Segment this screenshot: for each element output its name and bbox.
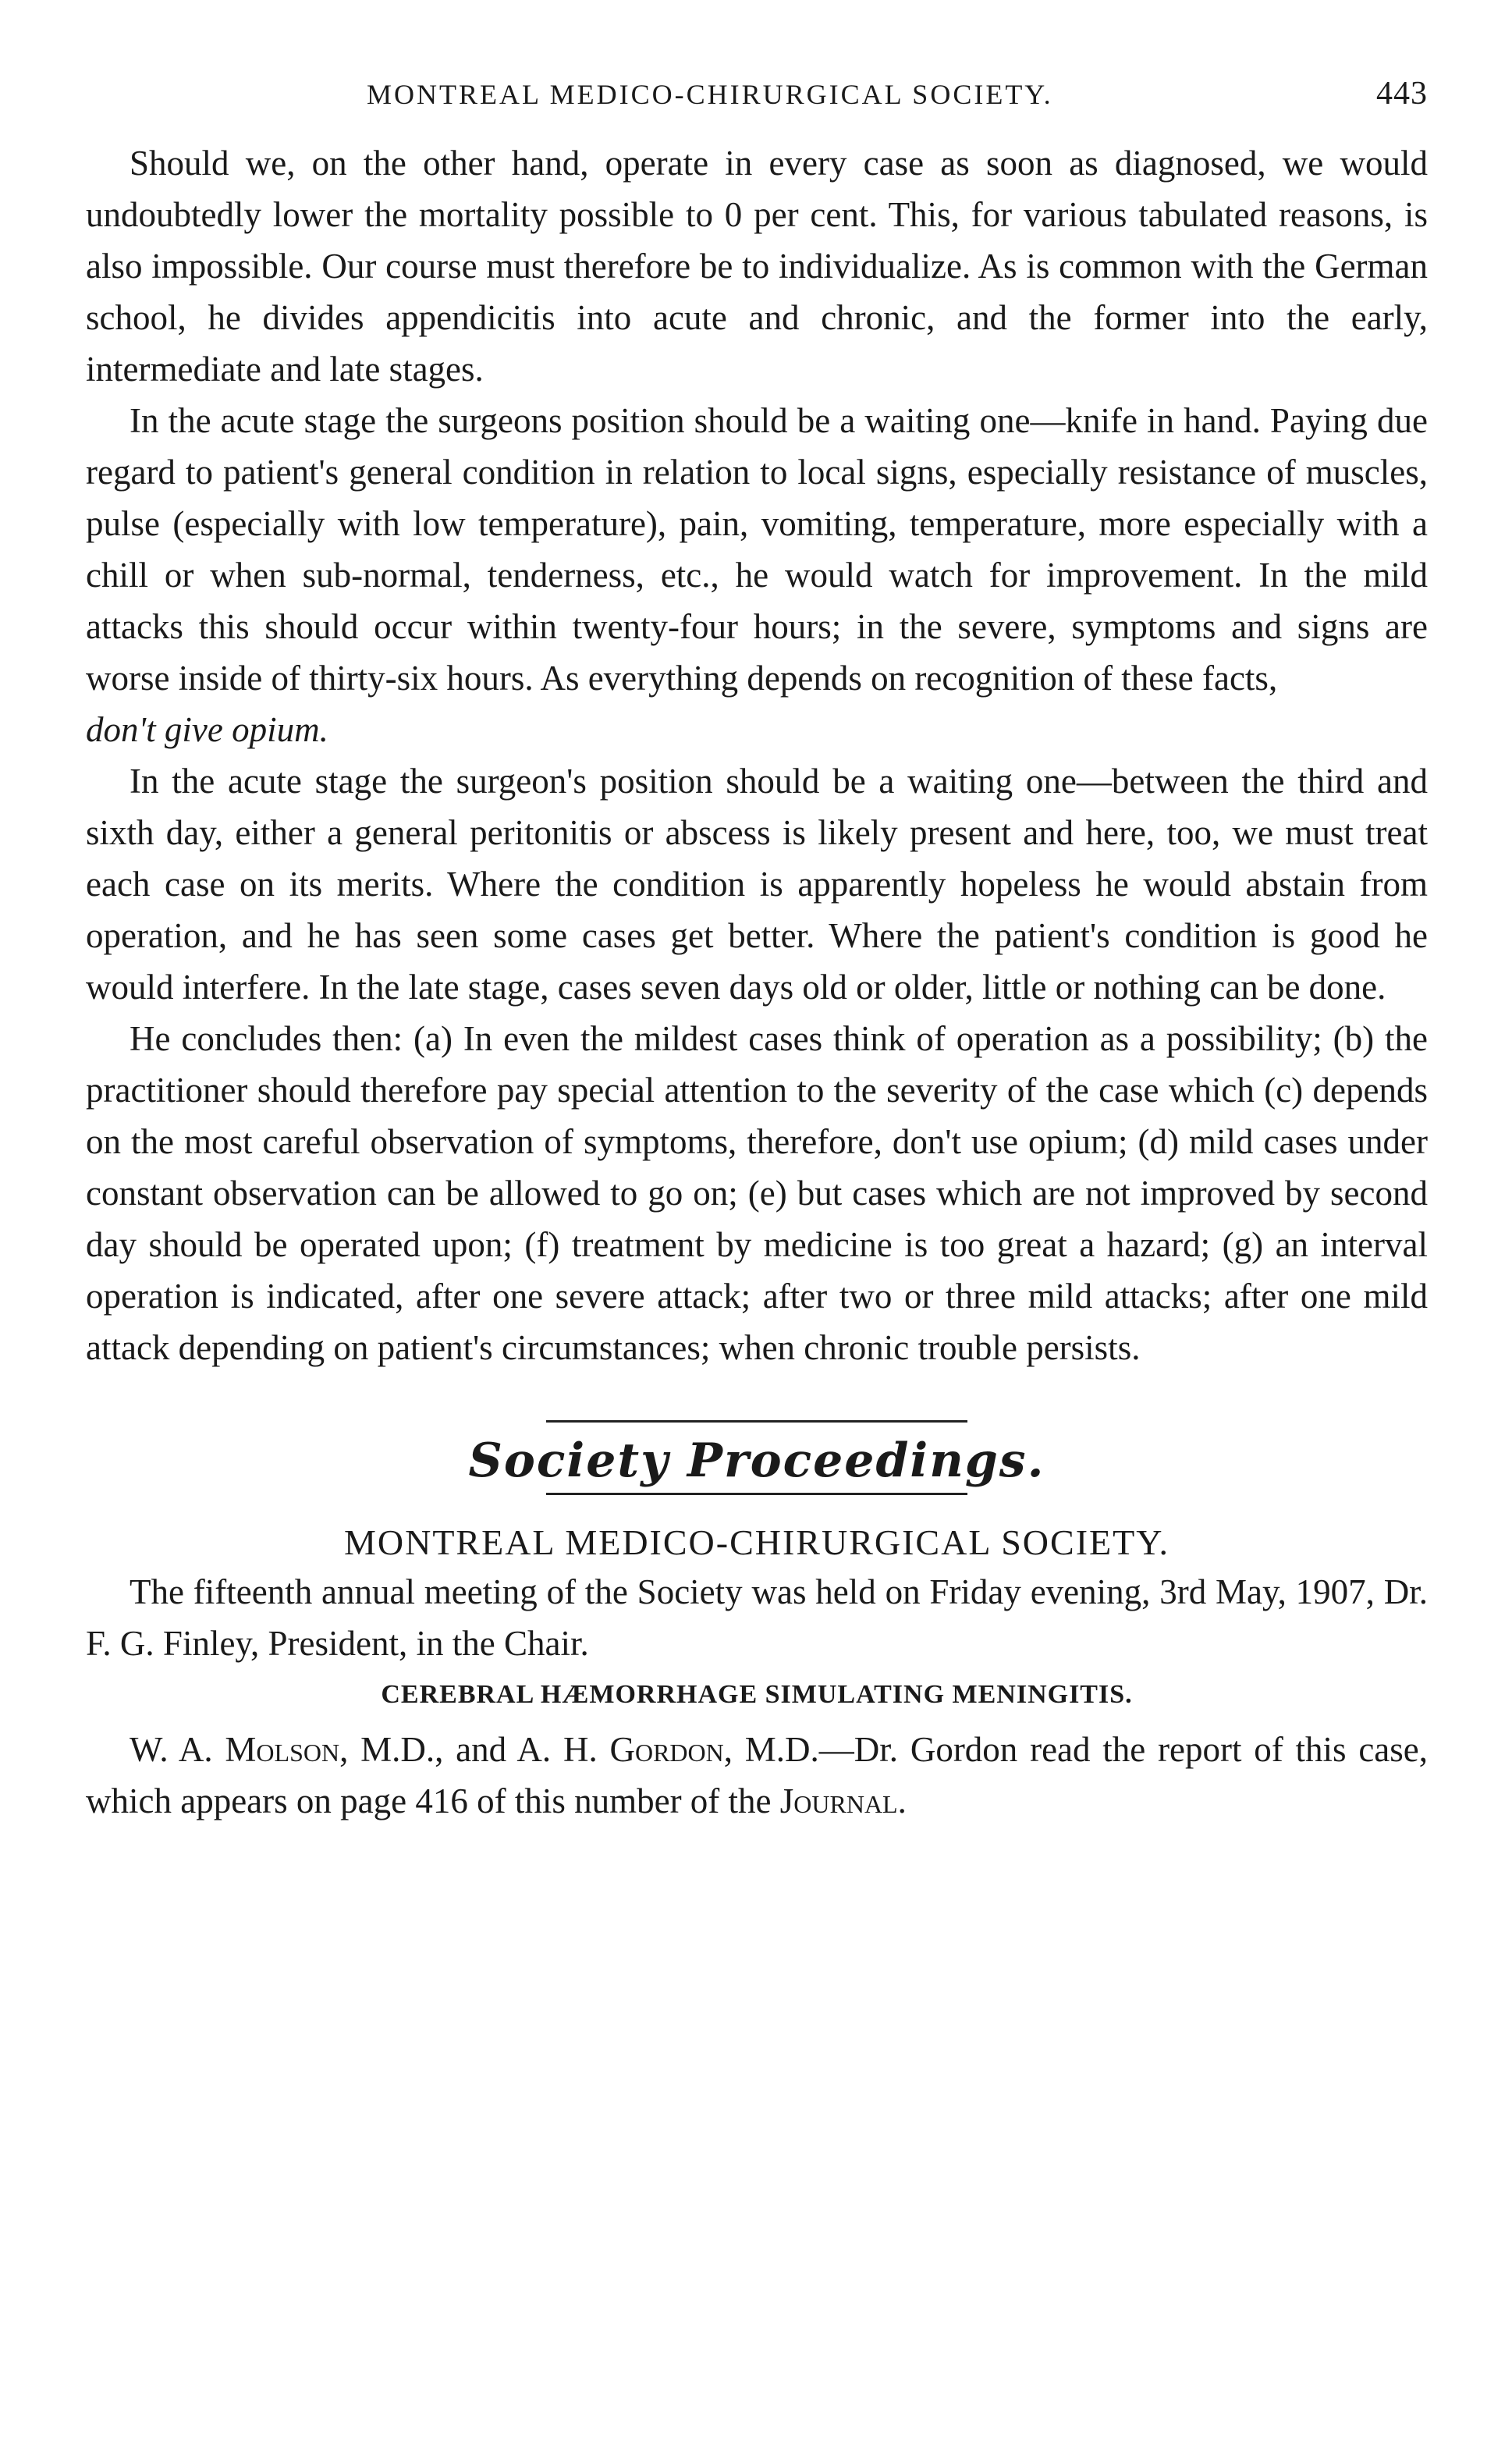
section-rule-top	[546, 1420, 967, 1423]
author-molson: W. A. Molson	[130, 1730, 340, 1769]
case-body	[86, 1724, 1428, 1827]
case-paragraph	[86, 1724, 1428, 1827]
journal-page	[86, 78, 1428, 1827]
author-gordon: Gordon	[609, 1730, 724, 1769]
paragraph-3: In the acute stage the surgeon's position should be a waiting one—between the third and sixth day, either a general peritonitis or abscess is likely present and here, too, we must treat each case on its merits. Where the condition is apparently hopeless he would abstain from operation, and he has seen some cases get better. Where the patient's condition is good he would interfere. In the late stage, cases seven days old or older, little or nothing can be done.	[86, 762, 1428, 1007]
case-text: , M.D.—Dr. Gordon read the report of this case, which appears on page 416 of this number of the	[86, 1730, 1429, 1820]
section-heading: Society Proceedings.	[468, 1433, 1045, 1488]
society-heading: MONTREAL MEDICO-CHIRURGICAL SOCIETY.	[343, 1522, 1169, 1562]
paragraph-2	[86, 395, 1428, 755]
proceedings-body	[86, 1566, 1428, 1669]
journal-name: Journal	[779, 1781, 898, 1820]
paragraph-1: Should we, on the other hand, operate in every case as soon as diagnosed, we would undoubtedly lower the mortality possible to 0 per cent. This, for various tabulated reasons, is also impossible. Our course must therefore be to individualize. As is common with the German school, he divides appendicitis into acute and chronic, and the former into the early, intermediate and late stages.	[86, 144, 1428, 389]
article-body	[86, 137, 1428, 1373]
running-head	[86, 78, 1428, 133]
case-title: CEREBRAL HÆMORRHAGE SIMULATING MENINGITIS.	[381, 1680, 1133, 1709]
meeting-intro: The fifteenth annual meeting of the Society was held on Friday evening, 3rd May, 1907, Dr. F. G. Finley, President, in the Chair.	[86, 1572, 1428, 1663]
running-head-title: MONTREAL MEDICO-CHIRURGICAL SOCIETY.	[367, 79, 1053, 110]
page-number: 443	[1376, 76, 1428, 112]
paragraph-2-italic: don't give opium.	[86, 710, 328, 749]
case-end: .	[897, 1781, 907, 1820]
author-separator-1: , M.D., and A. H.	[339, 1730, 610, 1769]
section-rule-bottom	[546, 1493, 967, 1495]
paragraph-4: He concludes then: (a) In even the mildest cases think of operation as a possibility; (b) the practitioner should therefore pay special attention to the severity of the case which (c) depends on the most careful observation of symptoms, therefore, don't use opium; (d) mild cases under constant observation can be allowed to go on; (e) but cases which are not improved by second day should be operated upon; (f) treatment by medicine is too great a hazard; (g) an interval operation is indicated, after one severe attack; after two or three mild attacks; after one mild attack depending on patient's circumstances; when chronic trouble persists.	[86, 1019, 1428, 1367]
paragraph-2-text: In the acute stage the surgeons position should be a waiting one—knife in hand. Paying due regard to patient's general condition in relation to local signs, especially resistance of muscles, pulse (especially with low temperature), pain, vomiting, temperature, more especially with a chill or when sub-normal, tenderness, etc., he would watch for improvement. In the mild attacks this should occur within twenty-four hours; in the severe, symptoms and signs are worse inside of thirty-six hours. As everything depends on recognition of these facts,	[86, 401, 1428, 698]
